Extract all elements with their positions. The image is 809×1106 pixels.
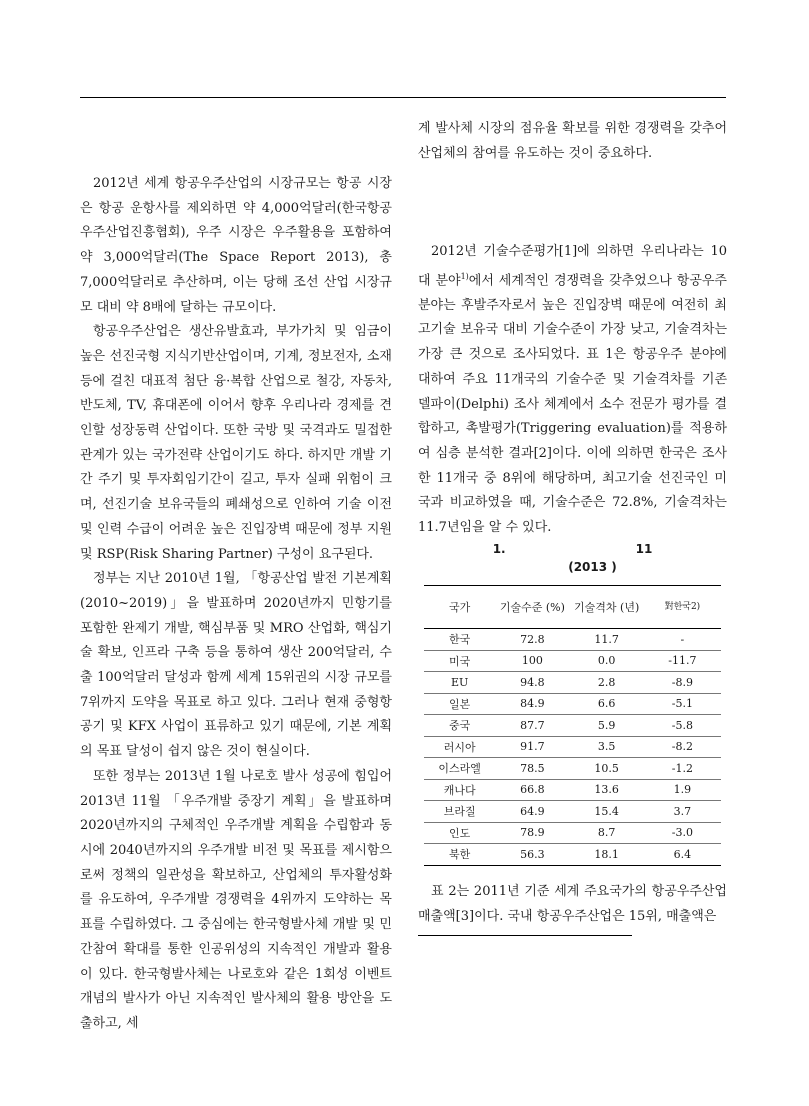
paragraph-market-size: 2012년 세계 항공우주산업의 시장규모는 항공 시장은 항공 운항사를 제외하면 약 4,000억달러(한국항공우주산업진흥협회), 우주 시장은 우주활용을 포함하여 약 3,000억달러(The Space Report 2013), 총 7,000억달러로 추산하며, 이는 당해 조선 산업 시장규모 대비 약 8배에 달하는 규모이다. [80,176,392,315]
table-cell: 78.5 [495,758,569,780]
paragraph-sales: 표 2는 2011년 기준 세계 주요국가의 항공우주산업 매출액[3]이다. 국내 항공우주산업은 15위, 매출액은 [418,884,727,924]
table-cell: 10.5 [570,758,644,780]
table-row [424,801,721,823]
tech-level-table [424,585,721,866]
table-cell: 미국 [424,650,495,672]
table-cell: 78.9 [495,822,569,844]
table-row [424,715,721,737]
paragraph-industry-features: 항공우주산업은 생산유발효과, 부가가치 및 임금이 높은 선진국형 지식기반산업이며, 기계, 정보전자, 소재 등에 걸친 대표적 첨단 융·복합 산업으로 철강, 자동차, 반도체, TV, 휴대폰에 이어서 향후 우리나라 경제를 견인할 성장동력 산업이다. 또한 국방 및 국격과도 밀접한 관계가 있는 국가전략 산업이기도 하다. 하지만 개발 기간 주기 및 투자회임기간이 길고, 투자 실패 위험이 크며, 선진기술 보유국들의 폐쇄성으로 인하여 기술 이전 및 인력 수급이 어려운 높은 진입장벽 때문에 정부 지원 및 RSP(Risk Sharing Partner) 구성이 요구된다. [80,324,392,562]
table-cell: -5.1 [644,693,721,715]
table-cell: 3.7 [644,801,721,823]
table-cell: 56.3 [495,844,569,866]
table-cell: 2.8 [570,672,644,694]
table-header-row [424,586,721,629]
table-cell: -5.8 [644,715,721,737]
paragraph-aviation-plan: 정부는 지난 2010년 1월, 「항공산업 발전 기본계획(2010~2019)」을 발표하며 2020년까지 민항기를 포함한 완제기 개발, 핵심부품 및 MRO 산업화, 핵심기술 확보, 인프라 구축 등을 통하여 생산 200억달러, 수출 100억달러 달성과 함께 세계 15위권의 시장 규모를 7위까지 도약을 목표로 하고 있다. 그러나 현재 중형항공기 및 KFX 사업이 표류하고 있기 때문에, 기본 계획의 목표 달성이 쉽지 않은 것이 현실이다. [80,571,392,760]
header-tech-level: 기술수준 (%) [495,586,569,629]
table-cell: 91.7 [495,736,569,758]
table-cell: 브라질 [424,801,495,823]
table-cell: 8.7 [570,822,644,844]
table-caption [418,540,727,576]
table-cell: 중국 [424,715,495,737]
table-row [424,650,721,672]
table-cell: 94.8 [495,672,569,694]
table-cell: 1.9 [644,779,721,801]
paragraph-continuation: 계 발사체 시장의 점유율 확보를 위한 경쟁력을 갖추어 산업체의 참여를 유도하는 것이 중요하다. [418,121,727,161]
table-cell: 인도 [424,822,495,844]
header-vs-korea: 對한국2) [644,586,721,629]
footnote-rule [418,935,632,936]
table-cell: 87.7 [495,715,569,737]
table-cell: 13.6 [570,779,644,801]
table-cell: 100 [495,650,569,672]
table-cell: - [644,629,721,651]
table-cell: 캐나다 [424,779,495,801]
table-cell: 15.4 [570,801,644,823]
footnote-mark-1: 1) [460,271,469,281]
header-rule [80,97,726,98]
table-row [424,844,721,866]
paragraph-tech-level [418,240,727,541]
table-caption-year: (2013 ) [568,560,617,574]
right-column-top [418,117,727,166]
table-cell: -1.2 [644,758,721,780]
table-cell: 66.8 [495,779,569,801]
table-row [424,736,721,758]
header-tech-gap: 기술격차 (년) [570,586,644,629]
paragraph-space-plan: 또한 정부는 2013년 1월 나로호 발사 성공에 힘입어 2013년 11월 「우주개발 중장기 계획」을 발표하며 2020년까지의 구체적인 우주개발 계획을 수립함과 동시에 2040년까지의 우주개발 비전 및 목표를 제시함으로써 정책의 일관성을 확보하고, 산업체의 투자활성화를 유도하여, 우주개발 경쟁력을 4위까지 도약하는 목표를 수립하였다. 그 중심에는 한국형발사체 개발 및 민간참여 확대를 통한 인공위성의 지속적인 개발과 활용이 있다. 한국형발사체는 나로호와 같은 1회성 이벤트 개념의 발사가 아닌 지속적인 발사체의 활용 방안을 도출하고, 세 [80,768,392,1031]
table-caption-count: 11 [635,542,653,556]
right-column-bottom [418,880,727,929]
table-cell: 64.9 [495,801,569,823]
table-row [424,629,721,651]
left-column [80,172,392,1037]
table-cell: -8.2 [644,736,721,758]
table-cell: -11.7 [644,650,721,672]
table-cell: 5.9 [570,715,644,737]
table-cell: -3.0 [644,822,721,844]
tech-level-text-b: 에서 세계적인 경쟁력을 갖추었으나 항공우주 분야는 후발주자로서 높은 진입장벽 때문에 여전히 최고기술 보유국 대비 기술수준이 가장 낮고, 기술격차는 가장 큰 것으로 조사되었다. 표 1은 항공우주 분야에 대하여 주요 11개국의 기술수준 및 기술격차를 기존 델파이(Delphi) 조사 체계에서 소수 전문가 평가를 결합하고, 촉발평가(Triggering evaluation)를 적용하여 심층 분석한 결과[2]이다. 이에 의하면 한국은 조사한 11개국 중 8위에 해당하며, 최고기술 선진국인 미국과 비교하였을 때, 기술수준은 72.8%, 기술격차는 11.7년임을 알 수 있다. [418,273,727,536]
table-cell: EU [424,672,495,694]
table-row [424,779,721,801]
table-row [424,822,721,844]
table-cell: 0.0 [570,650,644,672]
table-row [424,693,721,715]
table-cell: 이스라엘 [424,758,495,780]
table-cell: 일본 [424,693,495,715]
table-cell: 한국 [424,629,495,651]
table-caption-number: 1. [492,542,506,556]
table-cell: 6.6 [570,693,644,715]
table-cell: 84.9 [495,693,569,715]
table-cell: -8.9 [644,672,721,694]
right-column-mid [418,240,727,541]
table-row [424,672,721,694]
table-cell: 18.1 [570,844,644,866]
table-cell: 북한 [424,844,495,866]
table-cell: 3.5 [570,736,644,758]
table-cell: 6.4 [644,844,721,866]
table-cell: 11.7 [570,629,644,651]
table-cell: 러시아 [424,736,495,758]
header-country: 국가 [424,586,495,629]
table-cell: 72.8 [495,629,569,651]
table-row [424,758,721,780]
tech-level-text-a: 2012년 기술수준평가[1]에 의하면 우리나라는 10대 분야 [418,244,727,289]
